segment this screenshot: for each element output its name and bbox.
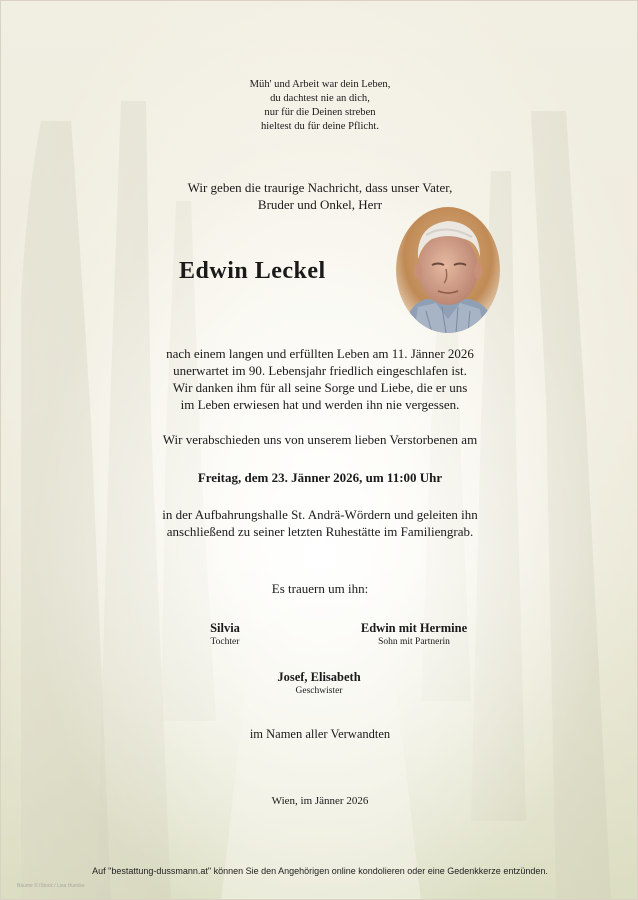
mourner-edwin-hermine <box>344 621 484 647</box>
ceremony-location <box>1 506 638 540</box>
mourner-name: Josef, Elisabeth <box>277 670 361 684</box>
poem-line: Müh' und Arbeit war dein Leben, <box>249 79 391 90</box>
deceased-name: Edwin Leckel <box>179 258 326 284</box>
body-line: im Leben erwiesen hat und werden ihn nie vergessen. <box>180 397 460 412</box>
mourner-relation: Tochter <box>210 637 240 647</box>
mourner-name: Edwin mit Hermine <box>360 621 468 635</box>
poem-line: nur für die Deinen streben <box>264 107 376 118</box>
place-and-date: Wien, im Jänner 2026 <box>271 795 369 807</box>
forest-background <box>1 1 638 900</box>
body-line: Wir danken ihm für all seine Sorge und Liebe, die er uns <box>172 380 468 395</box>
intro-line: Wir geben die traurige Nachricht, dass unser Vater, <box>187 180 453 195</box>
mourner-josef-elisabeth <box>249 670 389 696</box>
portrait-image <box>396 207 500 333</box>
poem-line: du dachtest nie an dich, <box>270 93 370 104</box>
mourner-silvia <box>175 621 275 647</box>
mourner-name: Silvia <box>210 621 240 635</box>
body-line: nach einem langen und erfüllten Leben am 11. Jänner 2026 <box>166 346 474 361</box>
mourner-relation: Geschwister <box>295 686 343 696</box>
poem-line: hieltest du für deine Pflicht. <box>261 121 379 132</box>
mourner-relation: Sohn mit Partnerin <box>378 637 450 647</box>
announcement-intro <box>1 179 638 213</box>
farewell-text: Wir verabschieden uns von unserem lieben Verstorbenen am <box>162 432 478 447</box>
passing-announcement <box>1 345 638 413</box>
location-line: anschließend zu seiner letzten Ruhestätte im Familiengrab. <box>166 524 474 539</box>
portrait-photo <box>396 207 500 333</box>
ceremony-date: Freitag, dem 23. Jänner 2026, um 11:00 Uhr <box>197 470 443 485</box>
mourners-heading: Es trauern um ihn: <box>271 581 369 596</box>
location-line: in der Aufbahrungshalle St. Andrä-Wördern und geleiten ihn <box>162 507 478 522</box>
intro-line: Bruder und Onkel, Herr <box>257 197 383 212</box>
image-credit: Bäume © iStock / Lisa Hueske <box>17 883 85 889</box>
body-line: unerwartet im 90. Lebensjahr friedlich eingeschlafen ist. <box>173 363 467 378</box>
poem <box>1 78 638 134</box>
relatives-note: im Namen aller Verwandten <box>249 727 391 741</box>
footer-notice: Auf "bestattung-dussmann.at" können Sie den Angehörigen online kondolieren oder eine Gedenkkerze entzünden. <box>92 866 548 876</box>
